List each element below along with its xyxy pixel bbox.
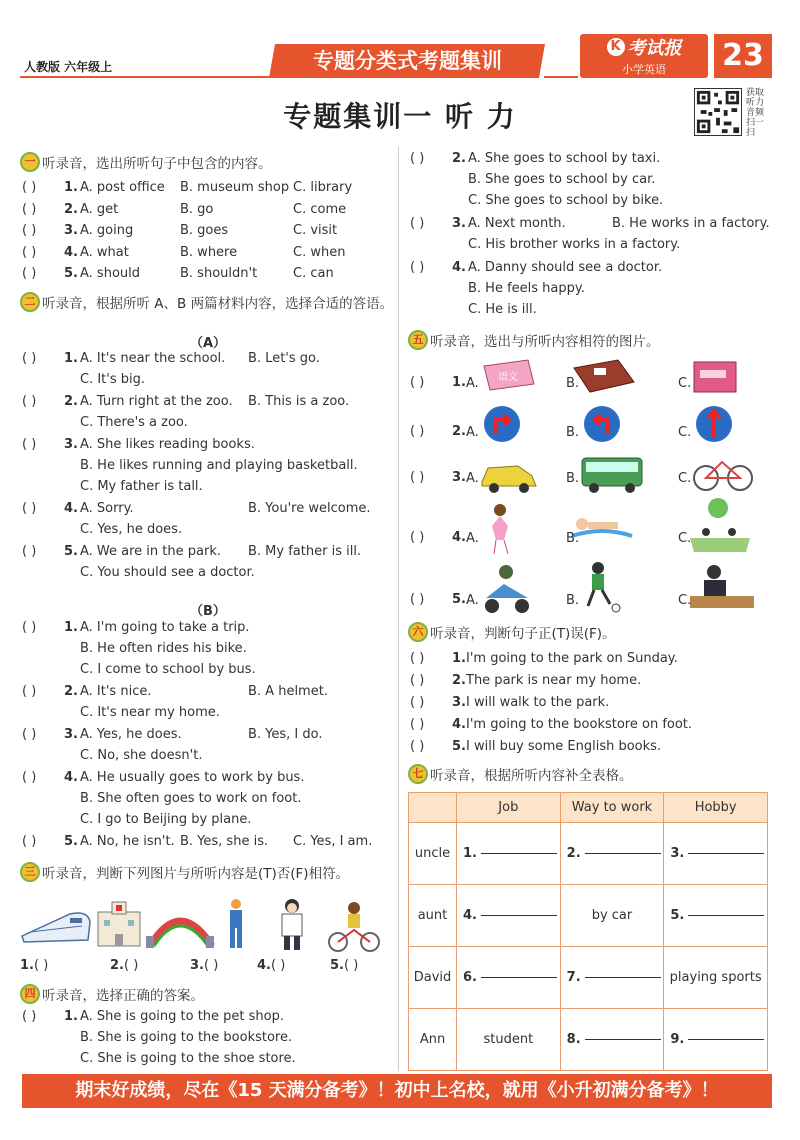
hospital-picture bbox=[98, 902, 140, 946]
answer-blank[interactable]: ( ) bbox=[34, 958, 49, 973]
turn-right-sign-picture bbox=[484, 406, 520, 442]
s2a-item-option-a: A. It's near the school. bbox=[80, 351, 226, 366]
s2a-item-option-a: A. We are in the park. bbox=[80, 544, 221, 559]
s2b-item-number: 3. bbox=[64, 727, 78, 742]
worker-picture bbox=[230, 899, 242, 948]
dancing-girl-picture bbox=[492, 504, 508, 554]
s4-item-number: 4. bbox=[452, 260, 466, 275]
s4-item-option-c: C. She goes to school by bike. bbox=[468, 193, 664, 208]
answer-blank[interactable]: ( ) bbox=[410, 375, 425, 390]
s2a-item-option-c: C. It's big. bbox=[80, 372, 145, 387]
s1-item-option-a: A. post office bbox=[80, 180, 165, 195]
s4-item-option-a: A. She goes to school by taxi. bbox=[468, 151, 661, 166]
answer-blank[interactable]: ( ) bbox=[410, 695, 425, 710]
gate-picture bbox=[146, 921, 214, 948]
office-man-picture bbox=[690, 565, 754, 608]
s2a-item-option-a: A. Sorry. bbox=[80, 501, 134, 516]
s5-option-label[interactable]: C. bbox=[678, 376, 692, 391]
answer-blank[interactable]: ( ) bbox=[410, 673, 425, 688]
s2a-item-option-a: A. Turn right at the zoo. bbox=[80, 394, 233, 409]
s2b-item-option-b: B. A helmet. bbox=[248, 684, 328, 699]
s3-label: 2. bbox=[110, 958, 124, 973]
s4-item-number: 1. bbox=[64, 1009, 78, 1024]
red-book-picture bbox=[694, 362, 736, 392]
fill-blank[interactable] bbox=[481, 977, 557, 978]
cell-hobby bbox=[664, 885, 768, 947]
s5-item-number: 3. bbox=[452, 470, 466, 485]
answer-blank[interactable]: ( ) bbox=[410, 151, 425, 166]
s4-item-option-b: B. She is going to the bookstore. bbox=[80, 1030, 293, 1045]
logo-name: 考试报 bbox=[627, 38, 682, 59]
s2b-item-option-c: C. I go to Beijing by plane. bbox=[80, 812, 252, 827]
answer-blank[interactable]: ( ) bbox=[410, 651, 425, 666]
answer-blank[interactable]: ( ) bbox=[22, 437, 37, 452]
s5-option-label[interactable]: B. bbox=[566, 376, 580, 391]
cell-job bbox=[457, 947, 561, 1009]
answer-blank[interactable]: ( ) bbox=[204, 958, 219, 973]
s2b-item-option-a: A. I'm going to take a trip. bbox=[80, 620, 250, 635]
brown-book-picture bbox=[574, 360, 634, 392]
cell-text: by car bbox=[591, 908, 633, 923]
go-straight-sign-picture bbox=[696, 406, 732, 442]
table-col-hobby: Hobby bbox=[664, 793, 768, 823]
section-badge: 五 bbox=[408, 330, 428, 350]
s6-item-text: I'm going to the bookstore on foot. bbox=[466, 717, 693, 732]
section-5-pictures bbox=[478, 358, 768, 620]
section-badge: 四 bbox=[20, 984, 40, 1004]
row-person: Ann bbox=[409, 1009, 457, 1071]
answer-blank[interactable]: ( ) bbox=[22, 501, 37, 516]
doctor-picture bbox=[282, 899, 302, 950]
row-person: David bbox=[409, 947, 457, 1009]
blank-number: 1. bbox=[463, 846, 477, 861]
part-b-label: （B） bbox=[190, 604, 226, 619]
s2a-item-number: 5. bbox=[64, 544, 78, 559]
s4-item-number: 3. bbox=[452, 216, 466, 231]
blank-number: 6. bbox=[463, 970, 477, 985]
kite-flying-picture bbox=[690, 498, 750, 552]
cell-hobby bbox=[664, 947, 768, 1009]
section-5-heading bbox=[408, 330, 660, 350]
table-row bbox=[409, 1009, 768, 1071]
s6-item-text: I will walk to the park. bbox=[466, 695, 610, 710]
s2b-item-option-a: A. He usually goes to work by bus. bbox=[80, 770, 305, 785]
s2a-item-number: 3. bbox=[64, 437, 78, 452]
s3-label: 5. bbox=[330, 958, 344, 973]
section-7-heading bbox=[408, 764, 633, 784]
s1-item-option-b: B. goes bbox=[180, 223, 229, 238]
answer-blank[interactable]: ( ) bbox=[271, 958, 286, 973]
train-picture bbox=[22, 913, 90, 942]
s2b-item-option-c: C. It's near my home. bbox=[80, 705, 220, 720]
section-2-heading bbox=[20, 292, 393, 312]
section-6-instruction: 听录音，判断句子正(T)误(F)。 bbox=[430, 626, 616, 642]
cell-way bbox=[560, 823, 664, 885]
turn-left-sign-picture bbox=[584, 406, 620, 442]
s1-item-number: 2. bbox=[64, 202, 78, 217]
blank-number: 3. bbox=[670, 846, 685, 861]
s1-item-option-b: B. shouldn't bbox=[180, 266, 258, 281]
s5-item-number: 5. bbox=[452, 592, 466, 607]
s5-option-label[interactable]: B. bbox=[566, 471, 580, 486]
answer-blank[interactable]: ( ) bbox=[22, 620, 37, 635]
s4-item-option-c: C. She is going to the shoe store. bbox=[80, 1051, 296, 1066]
section-4-instruction: 听录音，选择正确的答案。 bbox=[42, 988, 204, 1004]
s4-item-option-b: B. He works in a factory. bbox=[612, 216, 770, 231]
blank-number: 9. bbox=[670, 1032, 685, 1047]
s2b-item-option-a: A. It's nice. bbox=[80, 684, 152, 699]
answer-blank[interactable]: ( ) bbox=[22, 202, 37, 217]
header-rule-right bbox=[544, 76, 578, 78]
car-picture bbox=[482, 466, 536, 493]
s3-label: 1. bbox=[20, 958, 34, 973]
s5-option-label[interactable]: A. bbox=[466, 425, 479, 440]
table-corner bbox=[409, 793, 457, 823]
cell-way bbox=[560, 1009, 664, 1071]
answer-blank[interactable]: ( ) bbox=[22, 180, 37, 195]
answer-blank[interactable]: ( ) bbox=[410, 216, 425, 231]
edition-label: 人教版 六年级上 bbox=[24, 60, 113, 74]
logo-mark: K bbox=[607, 38, 625, 56]
s5-option-label[interactable]: C. bbox=[678, 593, 692, 608]
s1-item-number: 4. bbox=[64, 245, 78, 260]
answer-blank[interactable]: ( ) bbox=[410, 470, 425, 485]
bus-picture bbox=[582, 458, 642, 493]
answer-blank[interactable]: ( ) bbox=[22, 1009, 37, 1024]
answer-blank[interactable]: ( ) bbox=[22, 223, 37, 238]
s1-item-option-a: A. going bbox=[80, 223, 134, 238]
s5-option-label[interactable]: C. bbox=[678, 471, 692, 486]
s2b-item-option-b: B. Yes, I do. bbox=[248, 727, 323, 742]
s1-item-option-a: A. should bbox=[80, 266, 140, 281]
section-3-heading bbox=[20, 862, 349, 882]
answer-blank[interactable]: ( ) bbox=[22, 684, 37, 699]
answer-blank[interactable]: ( ) bbox=[410, 530, 425, 545]
blank-number: 5. bbox=[670, 908, 685, 923]
pink-book-picture bbox=[484, 360, 534, 390]
s1-item-option-c: C. can bbox=[293, 266, 334, 281]
s4-item-option-b: B. She goes to school by car. bbox=[468, 172, 656, 187]
swimming-boy-picture bbox=[572, 518, 632, 536]
s2a-item-number: 1. bbox=[64, 351, 78, 366]
s2b-item-option-b: B. She often goes to work on foot. bbox=[80, 791, 302, 806]
answer-blank[interactable]: ( ) bbox=[410, 424, 425, 439]
section-5-instruction: 听录音，选出与所听内容相符的图片。 bbox=[430, 334, 660, 350]
s1-item-option-b: B. go bbox=[180, 202, 214, 217]
bike-picture bbox=[694, 462, 752, 490]
answer-blank[interactable]: ( ) bbox=[344, 958, 359, 973]
s4-item-option-c: C. His brother works in a factory. bbox=[468, 237, 681, 252]
s4-item-option-a: A. Next month. bbox=[468, 216, 566, 231]
blank-number: 4. bbox=[463, 908, 477, 923]
s2a-item-option-c: C. You should see a doctor. bbox=[80, 565, 255, 580]
section-badge: 二 bbox=[20, 292, 40, 312]
s6-item-text: I will buy some English books. bbox=[466, 739, 662, 754]
s2b-item-number: 2. bbox=[64, 684, 78, 699]
s5-option-label[interactable]: C. bbox=[678, 531, 692, 546]
fill-blank[interactable] bbox=[481, 853, 557, 854]
s1-item-option-c: C. visit bbox=[293, 223, 338, 238]
s2b-item-number: 4. bbox=[64, 770, 78, 785]
column-divider bbox=[398, 146, 399, 1071]
s6-item-number: 2. bbox=[452, 673, 466, 688]
s1-item-number: 1. bbox=[64, 180, 78, 195]
section-1-instruction: 听录音，选出所听句子中包含的内容。 bbox=[42, 156, 272, 172]
cell-job bbox=[457, 885, 561, 947]
s5-item-number: 1. bbox=[452, 375, 466, 390]
s6-item-number: 3. bbox=[452, 695, 466, 710]
fill-blank[interactable] bbox=[688, 915, 764, 916]
girl-bike-picture bbox=[329, 902, 379, 951]
s2a-item-option-b: B. He likes running and playing basketball. bbox=[80, 458, 358, 473]
cell-way bbox=[560, 947, 664, 1009]
s6-item-number: 4. bbox=[452, 717, 466, 732]
s2a-item-option-b: B. This is a zoo. bbox=[248, 394, 350, 409]
s5-item-number: 4. bbox=[452, 530, 466, 545]
s2b-item-option-b: B. He often rides his bike. bbox=[80, 641, 247, 656]
logo bbox=[580, 34, 708, 78]
header-banner bbox=[269, 44, 545, 78]
logo-subtitle: 小学英语 bbox=[622, 63, 666, 76]
book-cover-text: 语文 bbox=[498, 372, 518, 383]
table-row bbox=[409, 947, 768, 1009]
s2a-item-option-a: A. She likes reading books. bbox=[80, 437, 255, 452]
s2a-item-number: 2. bbox=[64, 394, 78, 409]
answer-blank[interactable]: ( ) bbox=[22, 727, 37, 742]
s2a-item-number: 4. bbox=[64, 501, 78, 516]
s2b-item-option-a: A. Yes, he does. bbox=[80, 727, 182, 742]
answer-blank[interactable]: ( ) bbox=[410, 260, 425, 275]
section-4-heading bbox=[20, 984, 204, 1004]
answer-blank[interactable]: ( ) bbox=[22, 834, 37, 849]
football-player-picture bbox=[588, 562, 620, 612]
s4-item-option-b: B. He feels happy. bbox=[468, 281, 585, 296]
s2a-item-option-b: B. You're welcome. bbox=[248, 501, 371, 516]
page-title: 专题集训一 听 力 bbox=[283, 100, 517, 133]
s5-option-label[interactable]: A. bbox=[466, 471, 479, 486]
footer-banner: 期末好成绩，尽在《15 天满分备考》！初中上名校，就用《小升初满分备考》！ bbox=[22, 1074, 772, 1108]
s5-option-label[interactable]: A. bbox=[466, 593, 479, 608]
blank-number: 2. bbox=[566, 846, 581, 861]
section-badge: 一 bbox=[20, 152, 40, 172]
answer-blank[interactable]: ( ) bbox=[22, 245, 37, 260]
fill-blank[interactable] bbox=[688, 853, 764, 854]
qr-caption: 获取听力音频 扫一扫 bbox=[746, 88, 765, 138]
s2a-item-option-b: B. My father is ill. bbox=[248, 544, 362, 559]
s1-item-option-a: A. what bbox=[80, 245, 129, 260]
s2a-item-option-b: B. Let's go. bbox=[248, 351, 320, 366]
cell-job bbox=[457, 1009, 561, 1071]
s1-item-option-c: C. library bbox=[293, 180, 353, 195]
motorbike-picture bbox=[485, 565, 529, 613]
s2b-item-number: 1. bbox=[64, 620, 78, 635]
s5-option-label[interactable]: A. bbox=[466, 531, 479, 546]
s2a-item-option-c: C. My father is tall. bbox=[80, 479, 203, 494]
s6-item-text: The park is near my home. bbox=[466, 673, 642, 688]
cell-job bbox=[457, 823, 561, 885]
section-badge: 三 bbox=[20, 862, 40, 882]
s1-item-option-c: C. come bbox=[293, 202, 347, 217]
answer-blank[interactable]: ( ) bbox=[22, 770, 37, 785]
s1-item-number: 5. bbox=[64, 266, 78, 281]
cell-hobby bbox=[664, 1009, 768, 1071]
section-1-heading bbox=[20, 152, 272, 172]
s1-item-option-b: B. museum shop bbox=[180, 180, 290, 195]
section-7-instruction: 听录音，根据所听内容补全表格。 bbox=[430, 768, 633, 784]
page-number: 23 bbox=[714, 34, 772, 78]
banner-text: 专题分类式考题集训 bbox=[312, 49, 502, 73]
s2b-item-option-c: C. Yes, I am. bbox=[293, 834, 373, 849]
s1-item-number: 3. bbox=[64, 223, 78, 238]
s2b-item-option-b: B. Yes, she is. bbox=[180, 834, 269, 849]
s1-item-option-c: C. when bbox=[293, 245, 346, 260]
s5-option-label[interactable]: B. bbox=[566, 425, 580, 440]
section-3-instruction: 听录音，判断下列图片与所听内容是(T)否(F)相符。 bbox=[42, 866, 350, 882]
answer-blank[interactable]: ( ) bbox=[22, 544, 37, 559]
blank-number: 7. bbox=[566, 970, 581, 985]
answer-blank[interactable]: ( ) bbox=[410, 717, 425, 732]
s5-option-label[interactable]: B. bbox=[566, 531, 580, 546]
answer-blank[interactable]: ( ) bbox=[22, 351, 37, 366]
s3-label: 4. bbox=[257, 958, 271, 973]
table-col-way: Way to work bbox=[560, 793, 664, 823]
row-person: uncle bbox=[409, 823, 457, 885]
s2b-item-option-c: C. I come to school by bus. bbox=[80, 662, 256, 677]
s4-item-option-c: C. He is ill. bbox=[468, 302, 537, 317]
s3-label: 3. bbox=[190, 958, 204, 973]
s6-item-text: I'm going to the park on Sunday. bbox=[466, 651, 678, 666]
s4-item-option-a: A. She is going to the pet shop. bbox=[80, 1009, 284, 1024]
s4-item-option-a: A. Danny should see a doctor. bbox=[468, 260, 663, 275]
qr-code-icon[interactable] bbox=[694, 88, 742, 136]
fill-blank[interactable] bbox=[688, 1039, 764, 1040]
cell-hobby bbox=[664, 823, 768, 885]
s6-item-number: 5. bbox=[452, 739, 466, 754]
s2a-item-option-c: C. Yes, he does. bbox=[80, 522, 183, 537]
section-badge: 七 bbox=[408, 764, 428, 784]
header-rule bbox=[20, 76, 270, 78]
s5-option-label[interactable]: A. bbox=[466, 376, 479, 391]
s1-item-option-b: B. where bbox=[180, 245, 238, 260]
s2b-item-option-a: A. No, he isn't. bbox=[80, 834, 175, 849]
cell-way bbox=[560, 885, 664, 947]
s1-item-option-a: A. get bbox=[80, 202, 119, 217]
answer-blank[interactable]: ( ) bbox=[22, 394, 37, 409]
table-col-job: Job bbox=[457, 793, 561, 823]
part-a-label: （A） bbox=[190, 336, 227, 351]
s2b-item-number: 5. bbox=[64, 834, 78, 849]
section-6-heading bbox=[408, 622, 616, 642]
s5-item-number: 2. bbox=[452, 424, 466, 439]
s6-item-number: 1. bbox=[452, 651, 466, 666]
section-3-pictures bbox=[20, 896, 395, 954]
table-row bbox=[409, 823, 768, 885]
cell-text: student bbox=[483, 1032, 534, 1047]
s2b-item-option-c: C. No, she doesn't. bbox=[80, 748, 203, 763]
table-row bbox=[409, 885, 768, 947]
answer-blank[interactable]: ( ) bbox=[22, 266, 37, 281]
s2a-item-option-c: C. There's a zoo. bbox=[80, 415, 188, 430]
section-badge: 六 bbox=[408, 622, 428, 642]
answer-blank[interactable]: ( ) bbox=[410, 592, 425, 607]
fill-blank[interactable] bbox=[585, 1039, 661, 1040]
s4-item-number: 2. bbox=[452, 151, 466, 166]
blank-number: 8. bbox=[566, 1032, 581, 1047]
row-person: aunt bbox=[409, 885, 457, 947]
s5-option-label[interactable]: C. bbox=[678, 425, 692, 440]
section-2-instruction: 听录音，根据所听 A、B 两篇材料内容，选择合适的答语。 bbox=[42, 296, 394, 312]
fill-blank[interactable] bbox=[585, 853, 661, 854]
answer-blank[interactable]: ( ) bbox=[124, 958, 139, 973]
fill-blank[interactable] bbox=[481, 915, 557, 916]
cell-text: playing sports bbox=[669, 970, 762, 985]
answer-blank[interactable]: ( ) bbox=[410, 739, 425, 754]
hobby-table bbox=[408, 792, 768, 1071]
fill-blank[interactable] bbox=[585, 977, 661, 978]
s5-option-label[interactable]: B. bbox=[566, 593, 580, 608]
